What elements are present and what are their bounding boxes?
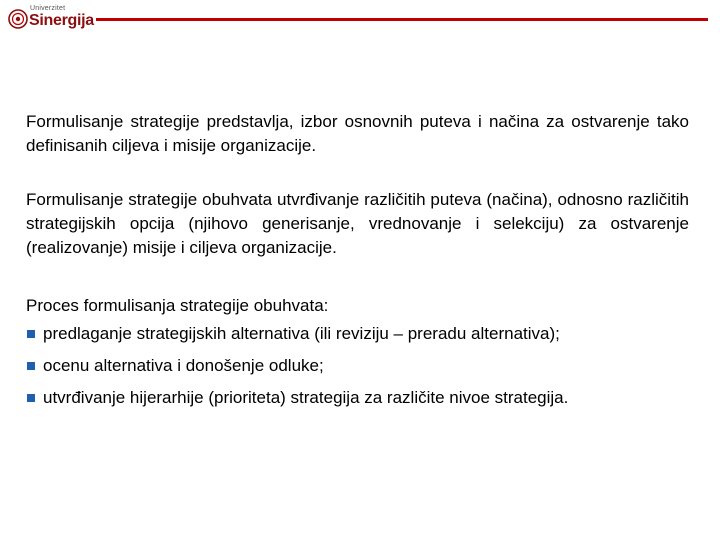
paragraph-scope: Formulisanje strategije obuhvata utvrđivanje različitih puteva (načina), odnosno različitih strategijskih opcija (njihovo generisanje, vrednovanje i selekciju) za ostvarenje (realizovanje) misije i ciljeva organizacije. xyxy=(26,190,689,257)
process-bullet-list xyxy=(26,322,689,410)
bullet-text: ocenu alternativa i donošenje odluke; xyxy=(43,356,324,375)
bullet-item-hierarchy xyxy=(26,386,689,410)
logo-university-text: Univerzitet xyxy=(30,5,66,12)
bullet-text: utvrđivanje hijerarhije (prioriteta) strategija za različite nivoe strategija. xyxy=(43,388,569,407)
bullet-item-evaluation xyxy=(26,354,689,378)
square-bullet-icon xyxy=(27,394,35,402)
bullet-item-alternatives xyxy=(26,322,689,346)
bullet-text: predlaganje strategijskih alternativa (ili reviziju – preradu alternativa); xyxy=(43,324,560,343)
sinergija-logo-icon xyxy=(8,9,28,29)
paragraph-definition: Formulisanje strategije predstavlja, izbor osnovnih puteva i načina za ostvarenje tako definisanih ciljeva i misije organizacije. xyxy=(26,112,689,155)
square-bullet-icon xyxy=(27,330,35,338)
university-logo xyxy=(8,4,92,32)
header-divider xyxy=(96,18,708,21)
square-bullet-icon xyxy=(27,362,35,370)
slide-content xyxy=(26,110,689,418)
logo-name-text: Sinergija xyxy=(29,12,94,29)
process-heading: Proces formulisanja strategije obuhvata: xyxy=(26,296,329,315)
slide-header xyxy=(0,0,720,38)
